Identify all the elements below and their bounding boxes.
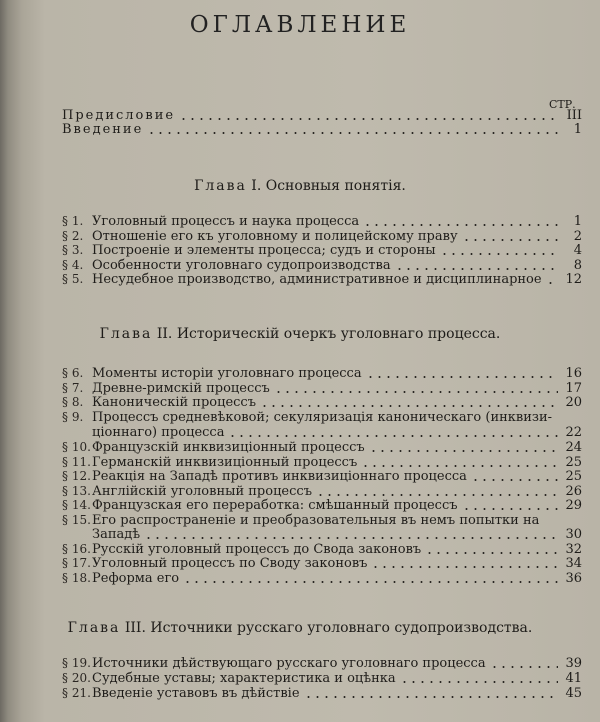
section-number: § 15. [62,513,91,527]
chapter-3-heading[interactable] [0,620,600,636]
toc-entry[interactable] [92,671,582,686]
entry-text: Французскій инквизиціонный процессъ [92,440,365,455]
entry-page: 2 [573,229,582,244]
chapter-number: III. [124,620,146,636]
entry-text: Особенности уголовнаго судопроизводства [92,258,391,273]
section-number: § 4. [62,258,84,272]
dot-leader [363,224,558,226]
entry-page: 1 [573,122,582,137]
toc-entry[interactable] [92,455,582,470]
page-column-label: СТР. [549,98,576,111]
toc-entry[interactable] [92,214,582,229]
entry-page: 1 [573,214,582,229]
entry-label: Предисловие [62,108,176,123]
entry-text: Германскій инквизиціонный процессъ [92,455,358,470]
entry-page: 25 [565,469,582,484]
dot-leader [462,508,559,510]
section-number: § 18. [62,571,91,585]
entry-page: 29 [565,498,582,513]
entry-page: 34 [565,556,582,571]
entry-text: Построеніе и элементы процесса; судъ и стороны [92,243,436,258]
toc-entry-introduction[interactable] [62,122,582,137]
chapter-title: Историческій очеркъ уголовнаго процесса. [176,326,501,342]
section-number: § 6. [62,366,84,380]
entry-page: 26 [565,484,582,499]
toc-entry[interactable] [92,656,582,671]
section-number: § 16. [62,542,91,556]
entry-text-line2: ціоннаго) процесса [92,425,225,440]
entry-page: 41 [565,671,582,686]
toc-entry[interactable] [92,542,582,557]
entry-page: 20 [565,395,582,410]
entry-text: Моменты исторіи уголовнаго процесса [92,366,362,381]
dot-leader [147,132,558,134]
dot-leader [369,450,558,452]
section-number: § 7. [62,381,84,395]
dot-leader [371,566,558,568]
entry-text: Реформа его [92,571,180,586]
section-number: § 2. [62,229,84,243]
section-number: § 8. [62,395,84,409]
dot-leader [304,696,558,698]
toc-entry[interactable] [92,243,582,258]
page-title: ОГЛАВЛЕНИЕ [189,12,411,38]
section-number: § 9. [62,410,84,424]
chapter-number: II. [156,326,173,342]
section-number: § 19. [62,656,91,670]
section-number: § 20. [62,671,91,685]
dot-leader [144,537,558,539]
chapter-1-heading[interactable] [0,178,600,194]
dot-leader [228,435,558,437]
entry-text-line2: Западѣ [92,527,141,542]
entry-page: 12 [565,272,582,287]
section-number: § 10. [62,440,91,454]
chapter-label: Глава [67,620,121,636]
toc-entry[interactable] [92,527,582,542]
toc-entry[interactable] [92,229,582,244]
dot-leader [425,552,558,554]
entry-page: 32 [565,542,582,557]
entry-page: III [566,108,582,123]
entry-text: Англійскій уголовный процессъ [92,484,312,499]
dot-leader [490,666,558,668]
chapter-2-heading[interactable] [0,326,600,342]
entry-page: 8 [573,258,582,273]
toc-entry[interactable] [92,440,582,455]
entry-page: 25 [565,455,582,470]
section-number: § 3. [62,243,84,257]
dot-leader [179,118,558,120]
section-number: § 1. [62,214,84,228]
toc-entry[interactable] [92,258,582,273]
entry-text: Источники дѣйствующаго русскаго уголовнаго процесса [92,656,486,671]
entry-text: Уголовный процессъ по Своду законовъ [92,556,368,571]
toc-entry[interactable] [92,381,582,396]
dot-leader [183,581,558,583]
entry-text: Французская его переработка: смѣшанный процессъ [92,498,458,513]
dot-leader [440,253,558,255]
dot-leader [400,681,558,683]
toc-entry[interactable] [92,272,582,287]
chapter-label: Глава [194,178,247,194]
dot-leader [274,391,558,393]
entry-label: Введение [62,122,144,137]
entry-text: Судебные уставы; характеристика и оцѣнка [92,671,396,686]
section-number: § 17. [62,556,91,570]
section-number: § 11. [62,455,91,469]
toc-entry[interactable] [92,469,582,484]
toc-entry[interactable] [92,484,582,499]
toc-entry[interactable] [92,571,582,586]
entry-text: Древне-римскій процессъ [92,381,270,396]
entry-page: 24 [565,440,582,455]
entry-page: 39 [565,656,582,671]
toc-entry[interactable] [92,498,582,513]
chapter-title: Источники русскаго уголовнаго судопроизводства. [150,620,533,636]
entry-text: Каноническій процессъ [92,395,256,410]
section-number: § 12. [62,469,91,483]
dot-leader [260,405,558,407]
section-number: § 5. [62,272,84,286]
entry-text: Несудебное производство, административное и дисциплинарное [92,272,542,287]
chapter-title: Основныя понятія. [265,178,406,194]
toc-entry[interactable] [92,556,582,571]
entry-page: 45 [565,686,582,701]
section-number: § 21. [62,686,91,700]
section-number: § 13. [62,484,91,498]
dot-leader [546,282,558,284]
entry-text: Отношеніе его къ уголовному и полицейскому праву [92,229,458,244]
chapter-number: I. [251,178,262,194]
entry-page: 36 [565,571,582,586]
entry-page: 16 [565,366,582,381]
entry-text: Уголовный процессъ и наука процесса [92,214,360,229]
toc-entry[interactable] [92,425,582,440]
entry-page: 30 [565,527,582,542]
toc-entry-preface[interactable] [62,108,582,123]
entry-text: Реакція на Западѣ противъ инквизиціоннаго процесса [92,469,467,484]
section-number: § 14. [62,498,91,512]
dot-leader [462,239,558,241]
entry-text: Русскій уголовный процессъ до Свода законовъ [92,542,422,557]
entry-page: 17 [565,381,582,396]
toc-entry[interactable] [92,366,582,381]
entry-page: 4 [573,243,582,258]
toc-entry[interactable] [92,686,582,701]
entry-text: Введеніе уставовъ въ дѣйствіе [92,686,300,701]
dot-leader [395,268,558,270]
entry-page: 22 [565,425,582,440]
toc-entry[interactable] [92,395,582,410]
entry-text-line1[interactable]: Его распространеніе и преобразовательныя въ немъ попытки на [92,513,540,528]
chapter-label: Глава [99,326,153,342]
entry-text-line1[interactable]: Процессъ средневѣковой; секуляризація каноническаго (инквизи- [92,410,553,425]
dot-leader [361,465,558,467]
dot-leader [316,494,558,496]
dot-leader [471,479,558,481]
dot-leader [366,376,558,378]
